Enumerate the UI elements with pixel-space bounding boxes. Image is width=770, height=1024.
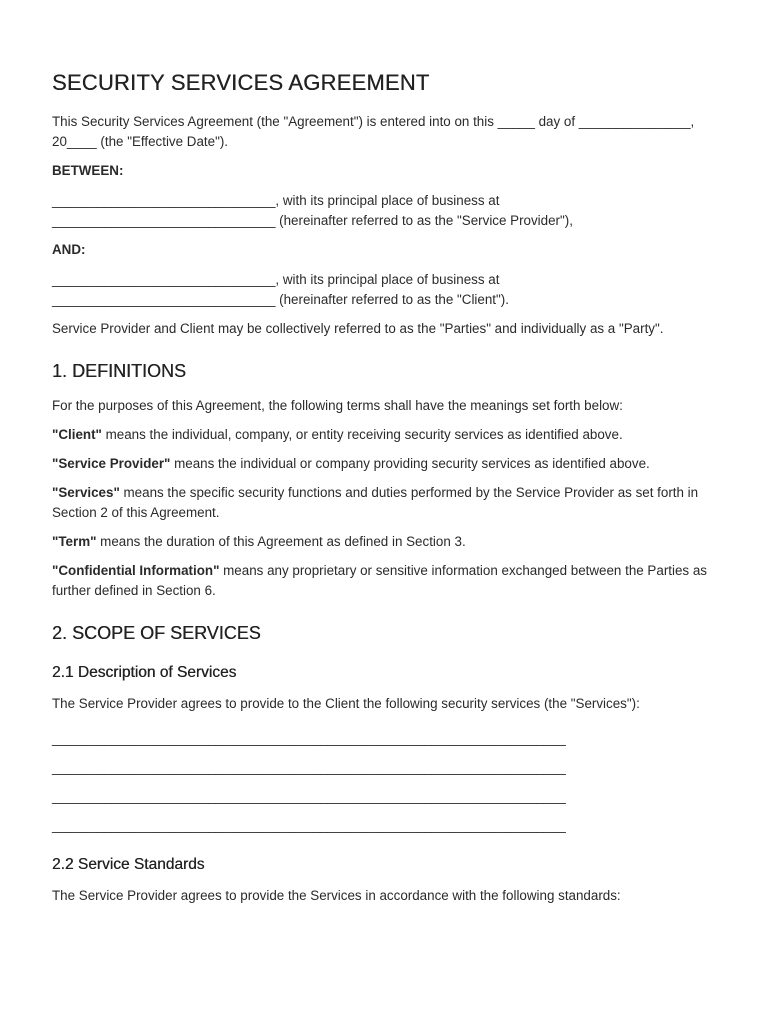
definition-text: means the individual, company, or entity receiving security services as identified above.	[101, 427, 623, 442]
provider-line-1: ______________________________, with its principal place of business at	[52, 193, 500, 208]
intro-paragraph: This Security Services Agreement (the "Agreement") is entered into on this _____ day of _______________, 20____ (the "Effective Date").	[52, 114, 695, 149]
section-2-2-heading: 2.2 Service Standards	[52, 856, 205, 873]
services-description: The Service Provider agrees to provide to the Client the following security services (the "Services"):	[52, 696, 640, 711]
section-1-heading: 1. DEFINITIONS	[52, 361, 187, 381]
blank-line: _____________________________________________________________________	[52, 731, 566, 746]
and-label: AND:	[52, 242, 86, 257]
definition-term: "Services"	[52, 485, 120, 500]
services-blank-lines	[52, 723, 720, 836]
parties-paragraph: Service Provider and Client may be collectively referred to as the "Parties" and individually as a "Party".	[52, 321, 664, 336]
definition-term: "Client"	[52, 427, 102, 442]
definition-term: "Service Provider"	[52, 456, 171, 471]
service-standards-text: The Service Provider agrees to provide the Services in accordance with the following standards:	[52, 888, 621, 903]
definition-term: "Confidential Information"	[52, 563, 220, 578]
definition-term: "Term"	[52, 534, 97, 549]
definition-text: means the individual or company providing security services as identified above.	[170, 456, 650, 471]
definition-item	[52, 454, 720, 474]
provider-block	[52, 191, 720, 231]
section-2-1-heading: 2.1 Description of Services	[52, 664, 237, 681]
definitions-intro: For the purposes of this Agreement, the following terms shall have the meanings set forth below:	[52, 398, 623, 413]
client-line-1: ______________________________, with its principal place of business at	[52, 272, 500, 287]
section-2-heading: 2. SCOPE OF SERVICES	[52, 623, 261, 643]
definition-text: means the duration of this Agreement as defined in Section 3.	[96, 534, 466, 549]
document-title: SECURITY SERVICES AGREEMENT	[52, 70, 430, 95]
definition-item	[52, 425, 720, 445]
definition-item	[52, 532, 720, 552]
blank-line: _____________________________________________________________________	[52, 818, 566, 833]
definition-item	[52, 483, 720, 523]
client-block	[52, 270, 720, 310]
client-line-2: ______________________________ (hereinafter referred to as the "Client").	[52, 292, 509, 307]
definition-text: means the specific security functions and duties performed by the Service Provider as set forth in Section 2 of this Agreement.	[52, 485, 699, 520]
blank-line: _____________________________________________________________________	[52, 760, 566, 775]
blank-line: _____________________________________________________________________	[52, 789, 566, 804]
definition-item	[52, 561, 720, 601]
provider-line-2: ______________________________ (hereinafter referred to as the "Service Provider"),	[52, 213, 573, 228]
definition-text: means any proprietary or sensitive information exchanged between the Parties as further defined in Section 6.	[52, 563, 707, 598]
between-label: BETWEEN:	[52, 163, 124, 178]
